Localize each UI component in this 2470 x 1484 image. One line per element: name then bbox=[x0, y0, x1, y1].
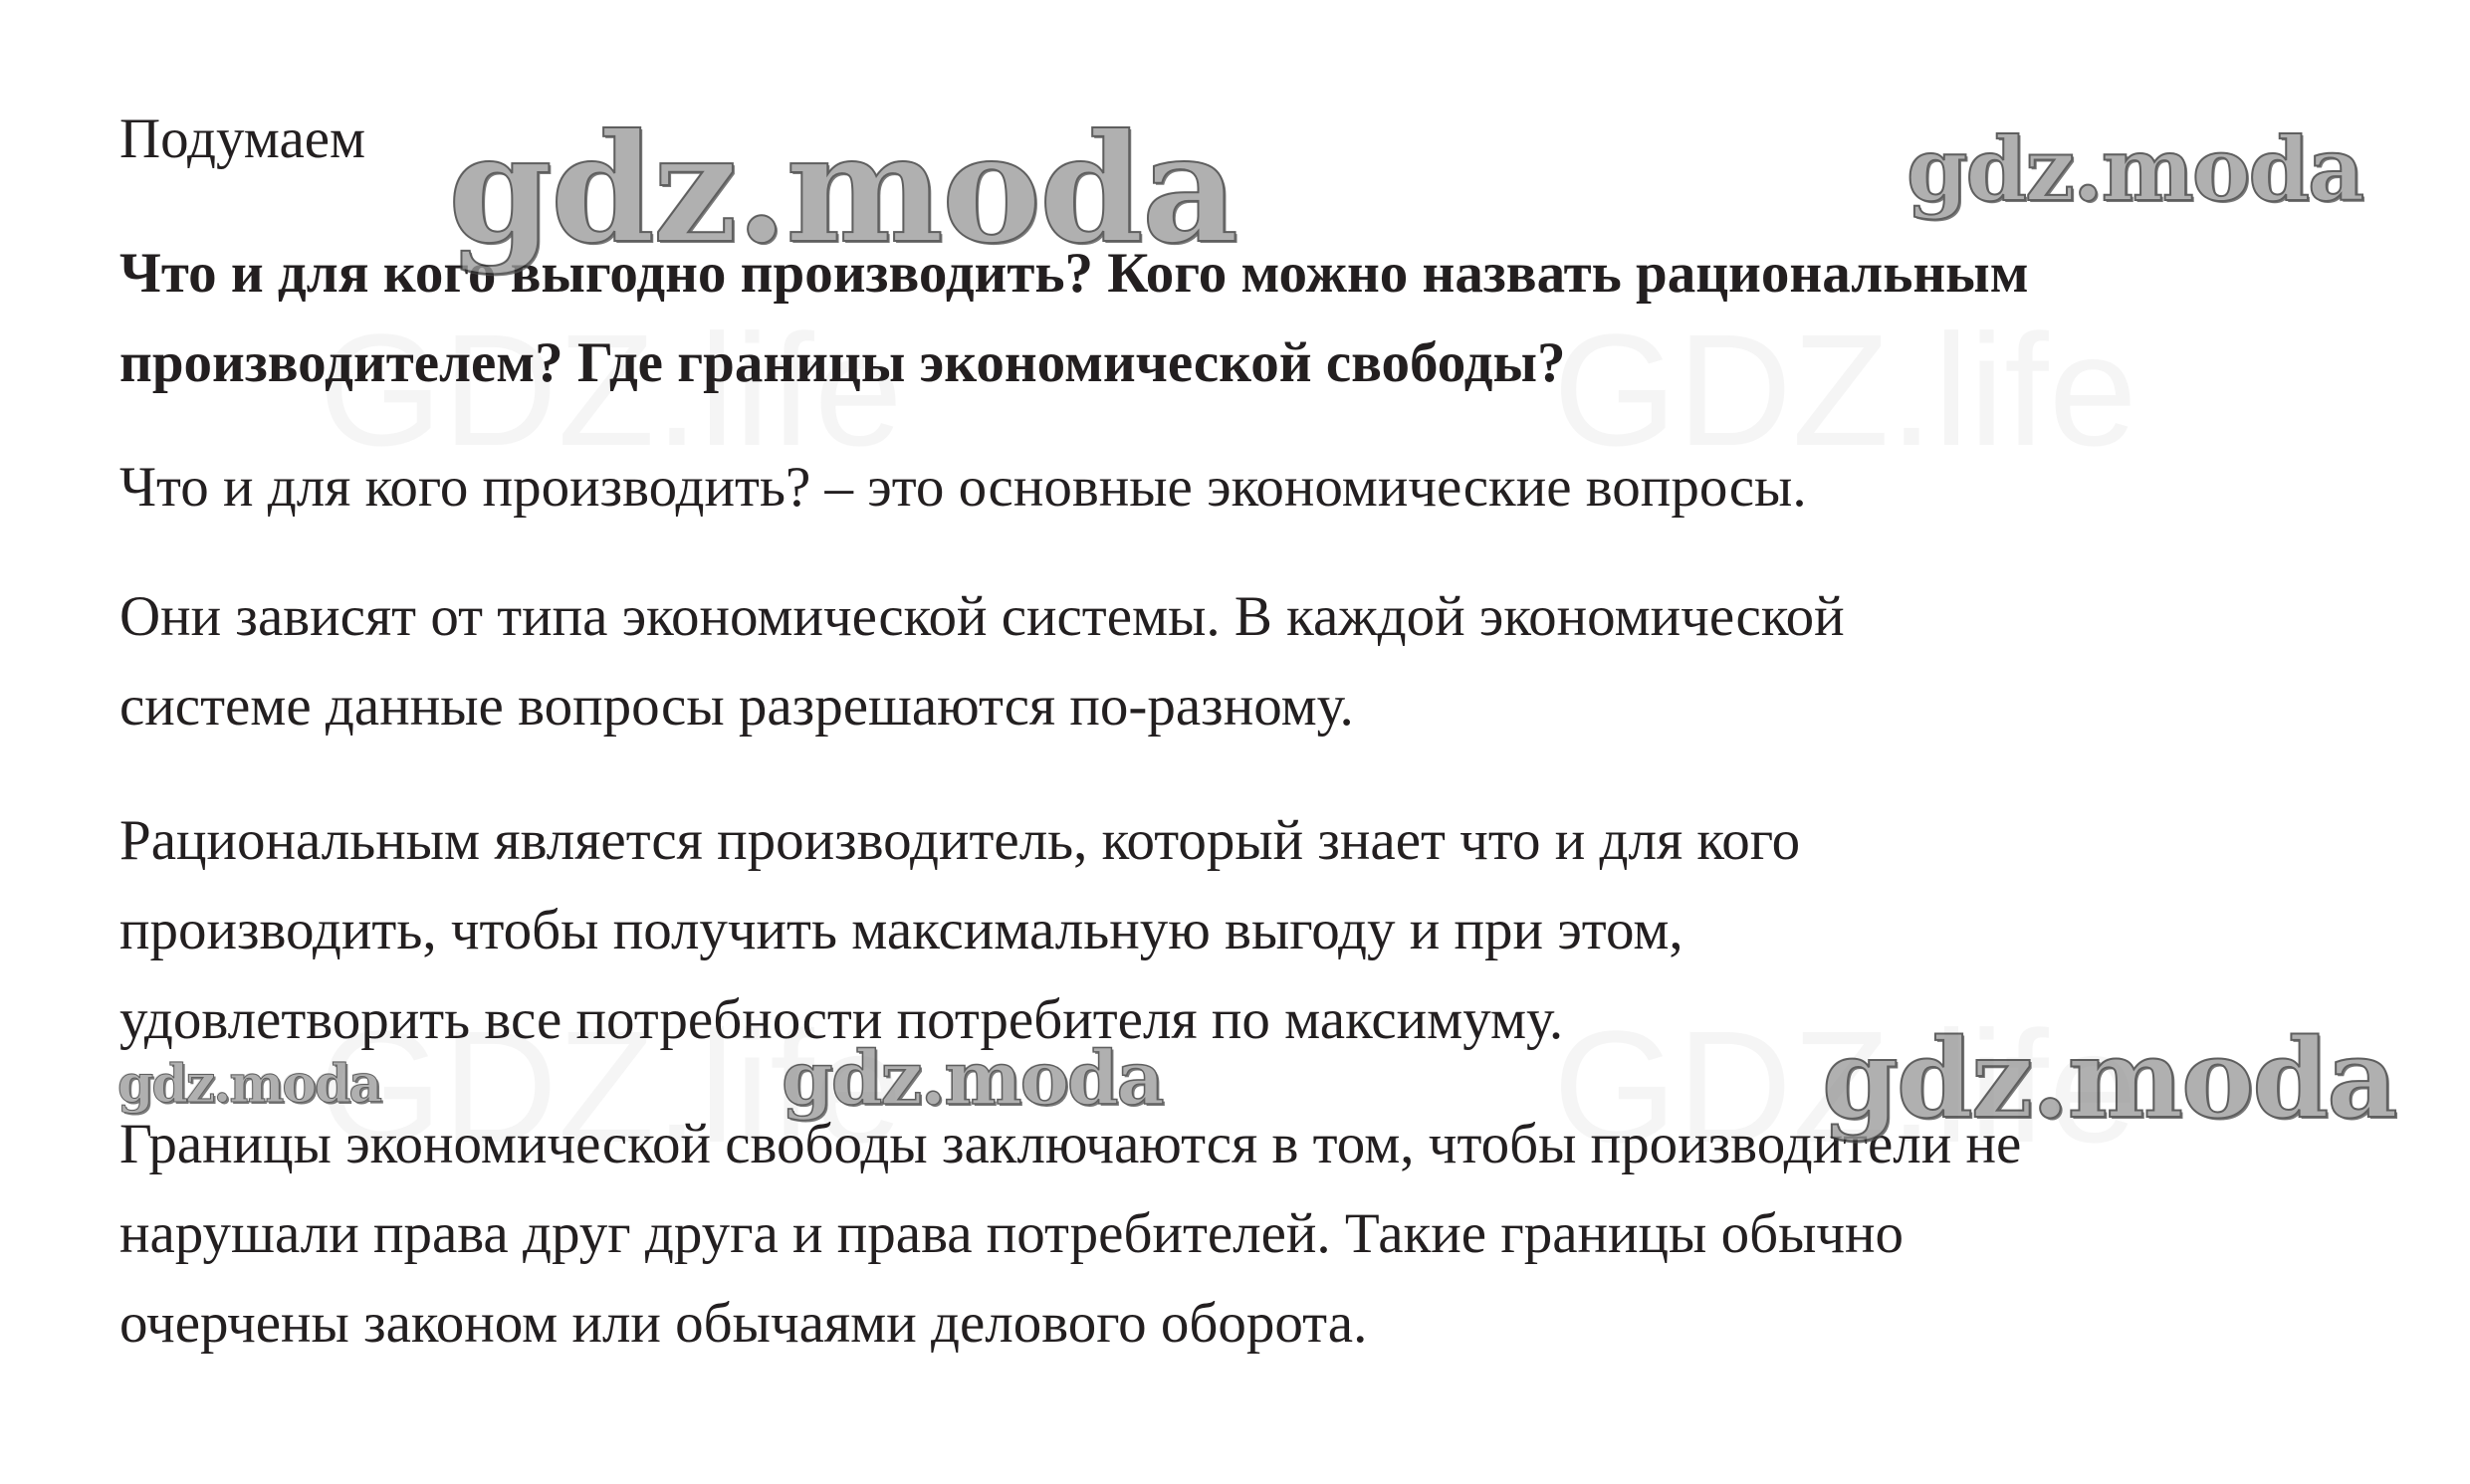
answer-paragraph bbox=[119, 796, 1800, 1065]
answer-paragraph bbox=[119, 572, 1845, 751]
watermark-logo: gdz.moda bbox=[448, 102, 1237, 277]
question-line: производителем? Где границы экономической свободы? bbox=[119, 331, 1566, 394]
answer-paragraph bbox=[119, 1100, 2021, 1369]
paragraph-line: Что и для кого производить? – это основные экономические вопросы. bbox=[119, 456, 1807, 519]
paragraph-line: системе данные вопросы разрешаются по-разному. bbox=[119, 675, 1354, 738]
paragraph-line: Границы экономической свободы заключаются в том, чтобы производители не bbox=[119, 1113, 2022, 1175]
watermark-logo: gdz.moda bbox=[782, 1036, 1163, 1122]
answer-paragraph bbox=[119, 443, 1807, 532]
paragraph-line: удовлетворить все потребности потребителя по максимуму. bbox=[119, 988, 1564, 1051]
section-heading: Подумаем bbox=[119, 107, 366, 170]
paragraph-line: Они зависят от типа экономической системы. В каждой экономической bbox=[119, 585, 1845, 648]
watermark-logo: gdz.moda bbox=[1822, 1014, 2396, 1143]
watermark-logo: gdz.moda bbox=[1907, 117, 2363, 221]
paragraph-line: нарушали права друг друга и права потребителей. Такие границы обычно bbox=[119, 1202, 1905, 1265]
paragraph-line: производить, чтобы получить максимальную выгоду и при этом, bbox=[119, 899, 1684, 961]
question-line: Что и для кого выгодно производить? Кого можно назвать рациональным bbox=[119, 242, 2029, 305]
paragraph-line: очерчены законом или обычаями делового оборота. bbox=[119, 1292, 1368, 1355]
paragraph-line: Рациональным является производитель, который знает что и для кого bbox=[119, 809, 1801, 872]
watermark-logo: gdz.moda bbox=[117, 1054, 381, 1115]
